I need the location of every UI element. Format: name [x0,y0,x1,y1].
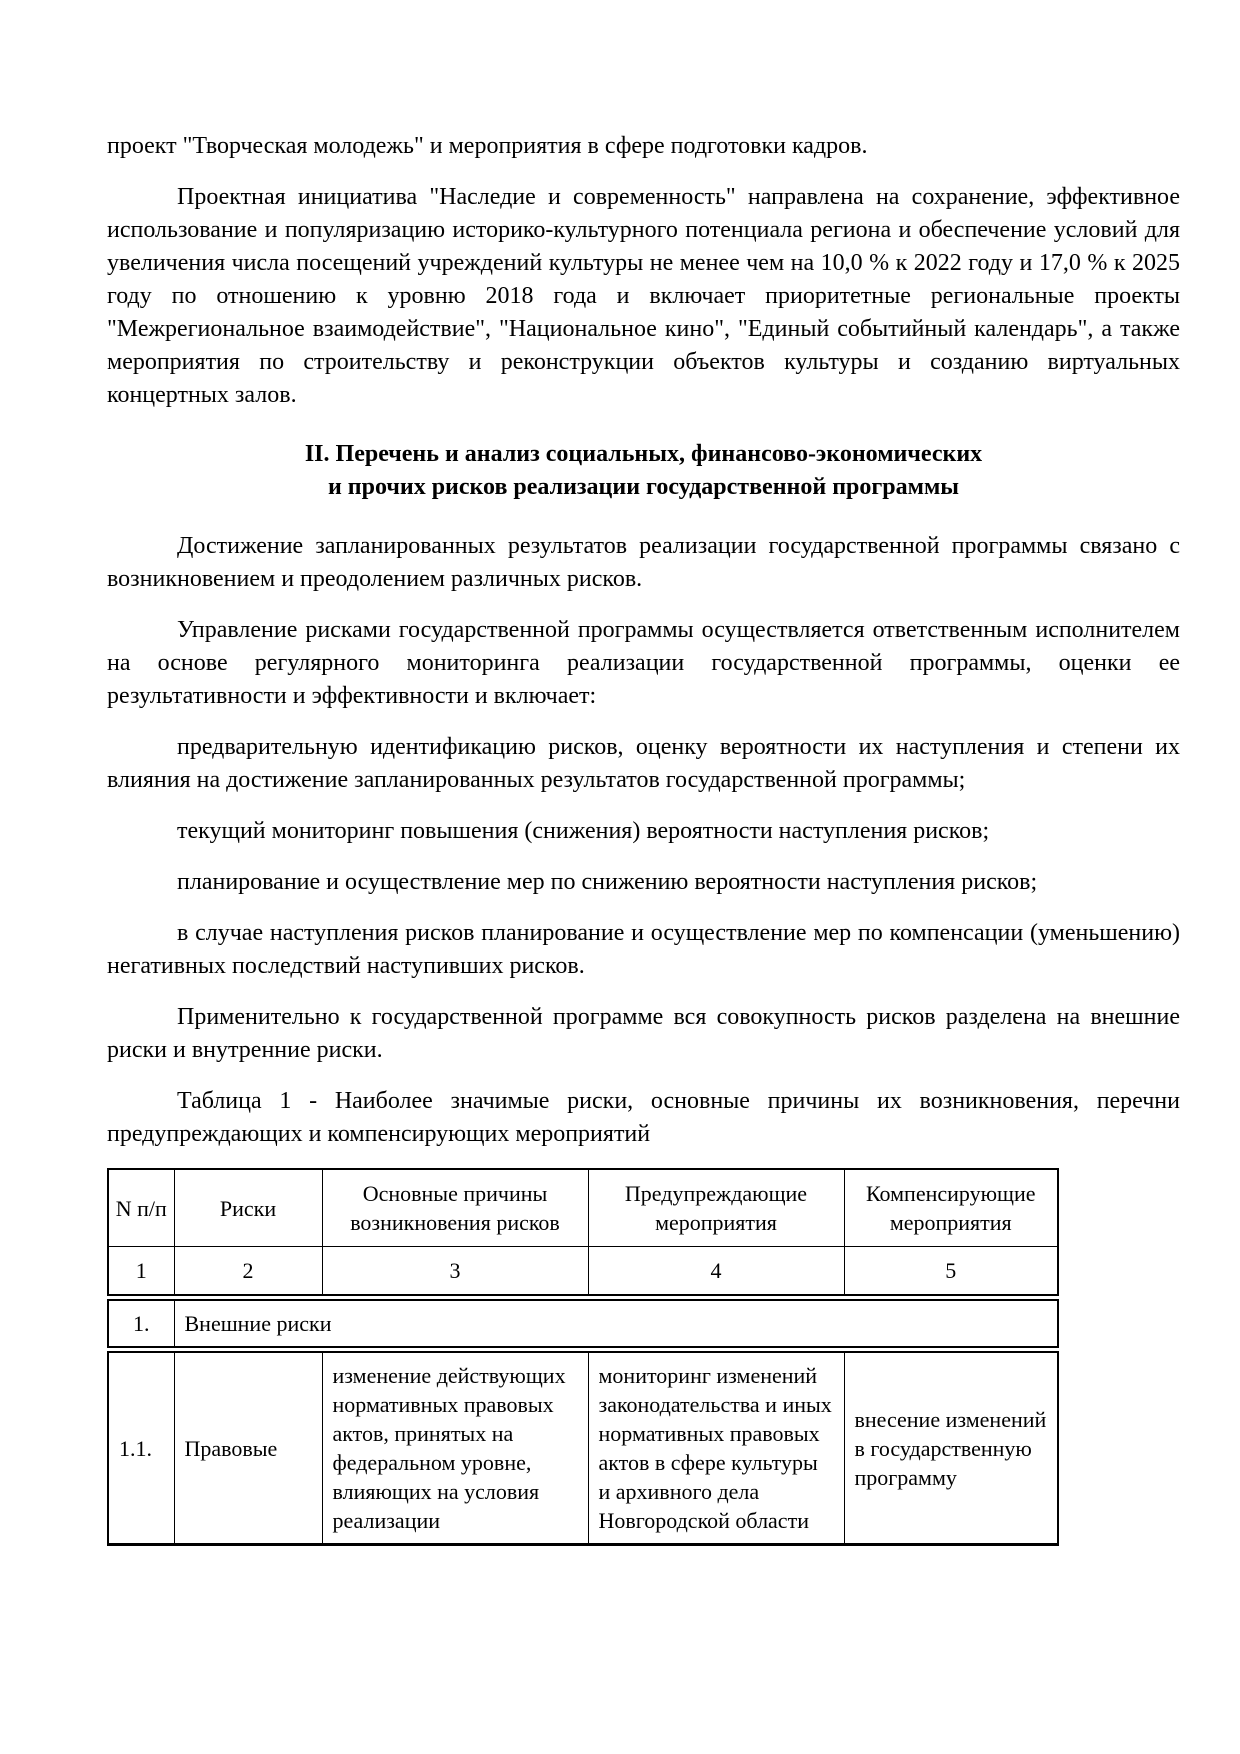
paragraph-risk-classification: Применительно к государственной программе вся совокупность рисков разделена на внешние риски и внутренние риски. [107,1004,1180,1063]
column-number-4: 4 [588,1247,844,1296]
section-heading-line1: II. Перечень и анализ социальных, финансово-экономических [304,441,983,467]
paragraph-item-compensation-measures: в случае наступления рисков планирование и осуществление мер по компенсации (уменьшению) негативных последствий наступивших рисков. [107,920,1180,979]
paragraph-item-current-monitoring: текущий мониторинг повышения (снижения) вероятности наступления рисков; [177,818,990,844]
risk-table-section-block [107,1299,1059,1348]
section-title-cell: Внешние риски [174,1300,1058,1347]
section-heading [107,438,1180,504]
paragraph-item-planning-measures: планирование и осуществление мер по снижению вероятности наступления рисков; [177,869,1038,895]
header-cell-num: N п/п [108,1169,174,1247]
table-column-numbers-row [108,1247,1058,1296]
section-number-cell: 1. [108,1300,174,1347]
paragraph-project-initiative: Проектная инициатива "Наследие и современность" направлена на сохранение, эффективное использование и популяризацию историко-культурного потенциала региона и обеспечение условий для увеличения числа посещений учреждений культуры не менее чем на 10,0 % к 2022 году и 17,0 % к 2025 году по отношению к уровню 2018 года и включает приоритетные региональные проекты "Межрегиональное взаимодействие", "Национальное кино", "Единый событийный календарь", а также мероприятия по строительству и реконструкции объектов культуры и созданию виртуальных концертных залов. [107,184,1180,408]
header-cell-causes: Основные причины возникновения рисков [322,1169,588,1247]
table-header-row [108,1169,1058,1247]
risk-table-header-block [107,1168,1059,1296]
column-number-1: 1 [108,1247,174,1296]
column-number-2: 2 [174,1247,322,1296]
header-cell-preventive: Предупреждающие мероприятия [588,1169,844,1247]
table-caption: Таблица 1 - Наиболее значимые риски, основные причины их возникновения, перечни предупреждающих и компенсирующих мероприятий [107,1088,1180,1147]
section-heading-line2: и прочих рисков реализации государственной программы [327,474,960,500]
header-cell-risks: Риски [174,1169,322,1247]
row-number-cell: 1.1. [108,1352,174,1545]
risk-table [107,1168,1057,1546]
paragraph-achievement: Достижение запланированных результатов реализации государственной программы связано с возникновением и преодолением различных рисков. [107,533,1180,592]
paragraph-continuation: проект "Творческая молодежь" и мероприятия в сфере подготовки кадров. [107,133,868,159]
column-number-3: 3 [322,1247,588,1296]
risk-table-data-block [107,1351,1059,1546]
table-row [108,1352,1058,1545]
row-risk-cell: Правовые [174,1352,322,1545]
row-causes-cell: изменение действующих нормативных правовых актов, принятых на федеральном уровне, влияющих на условия реализации [322,1352,588,1545]
paragraph-item-preliminary-identification: предварительную идентификацию рисков, оценку вероятности их наступления и степени их влияния на достижение запланированных результатов государственной программы; [107,734,1180,793]
table-section-row [108,1300,1058,1347]
column-number-5: 5 [844,1247,1058,1296]
row-compensating-cell: внесение изменений в государственную программу [844,1352,1058,1545]
paragraph-risk-management: Управление рисками государственной программы осуществляется ответственным исполнителем на основе регулярного мониторинга реализации государственной программы, оценки ее результативности и эффективности и включает: [107,617,1180,709]
header-cell-compensating: Компенсирующие мероприятия [844,1169,1058,1247]
row-preventive-cell: мониторинг изменений законодательства и иных нормативных правовых актов в сфере культуры и архивного дела Новгородской области [588,1352,844,1545]
